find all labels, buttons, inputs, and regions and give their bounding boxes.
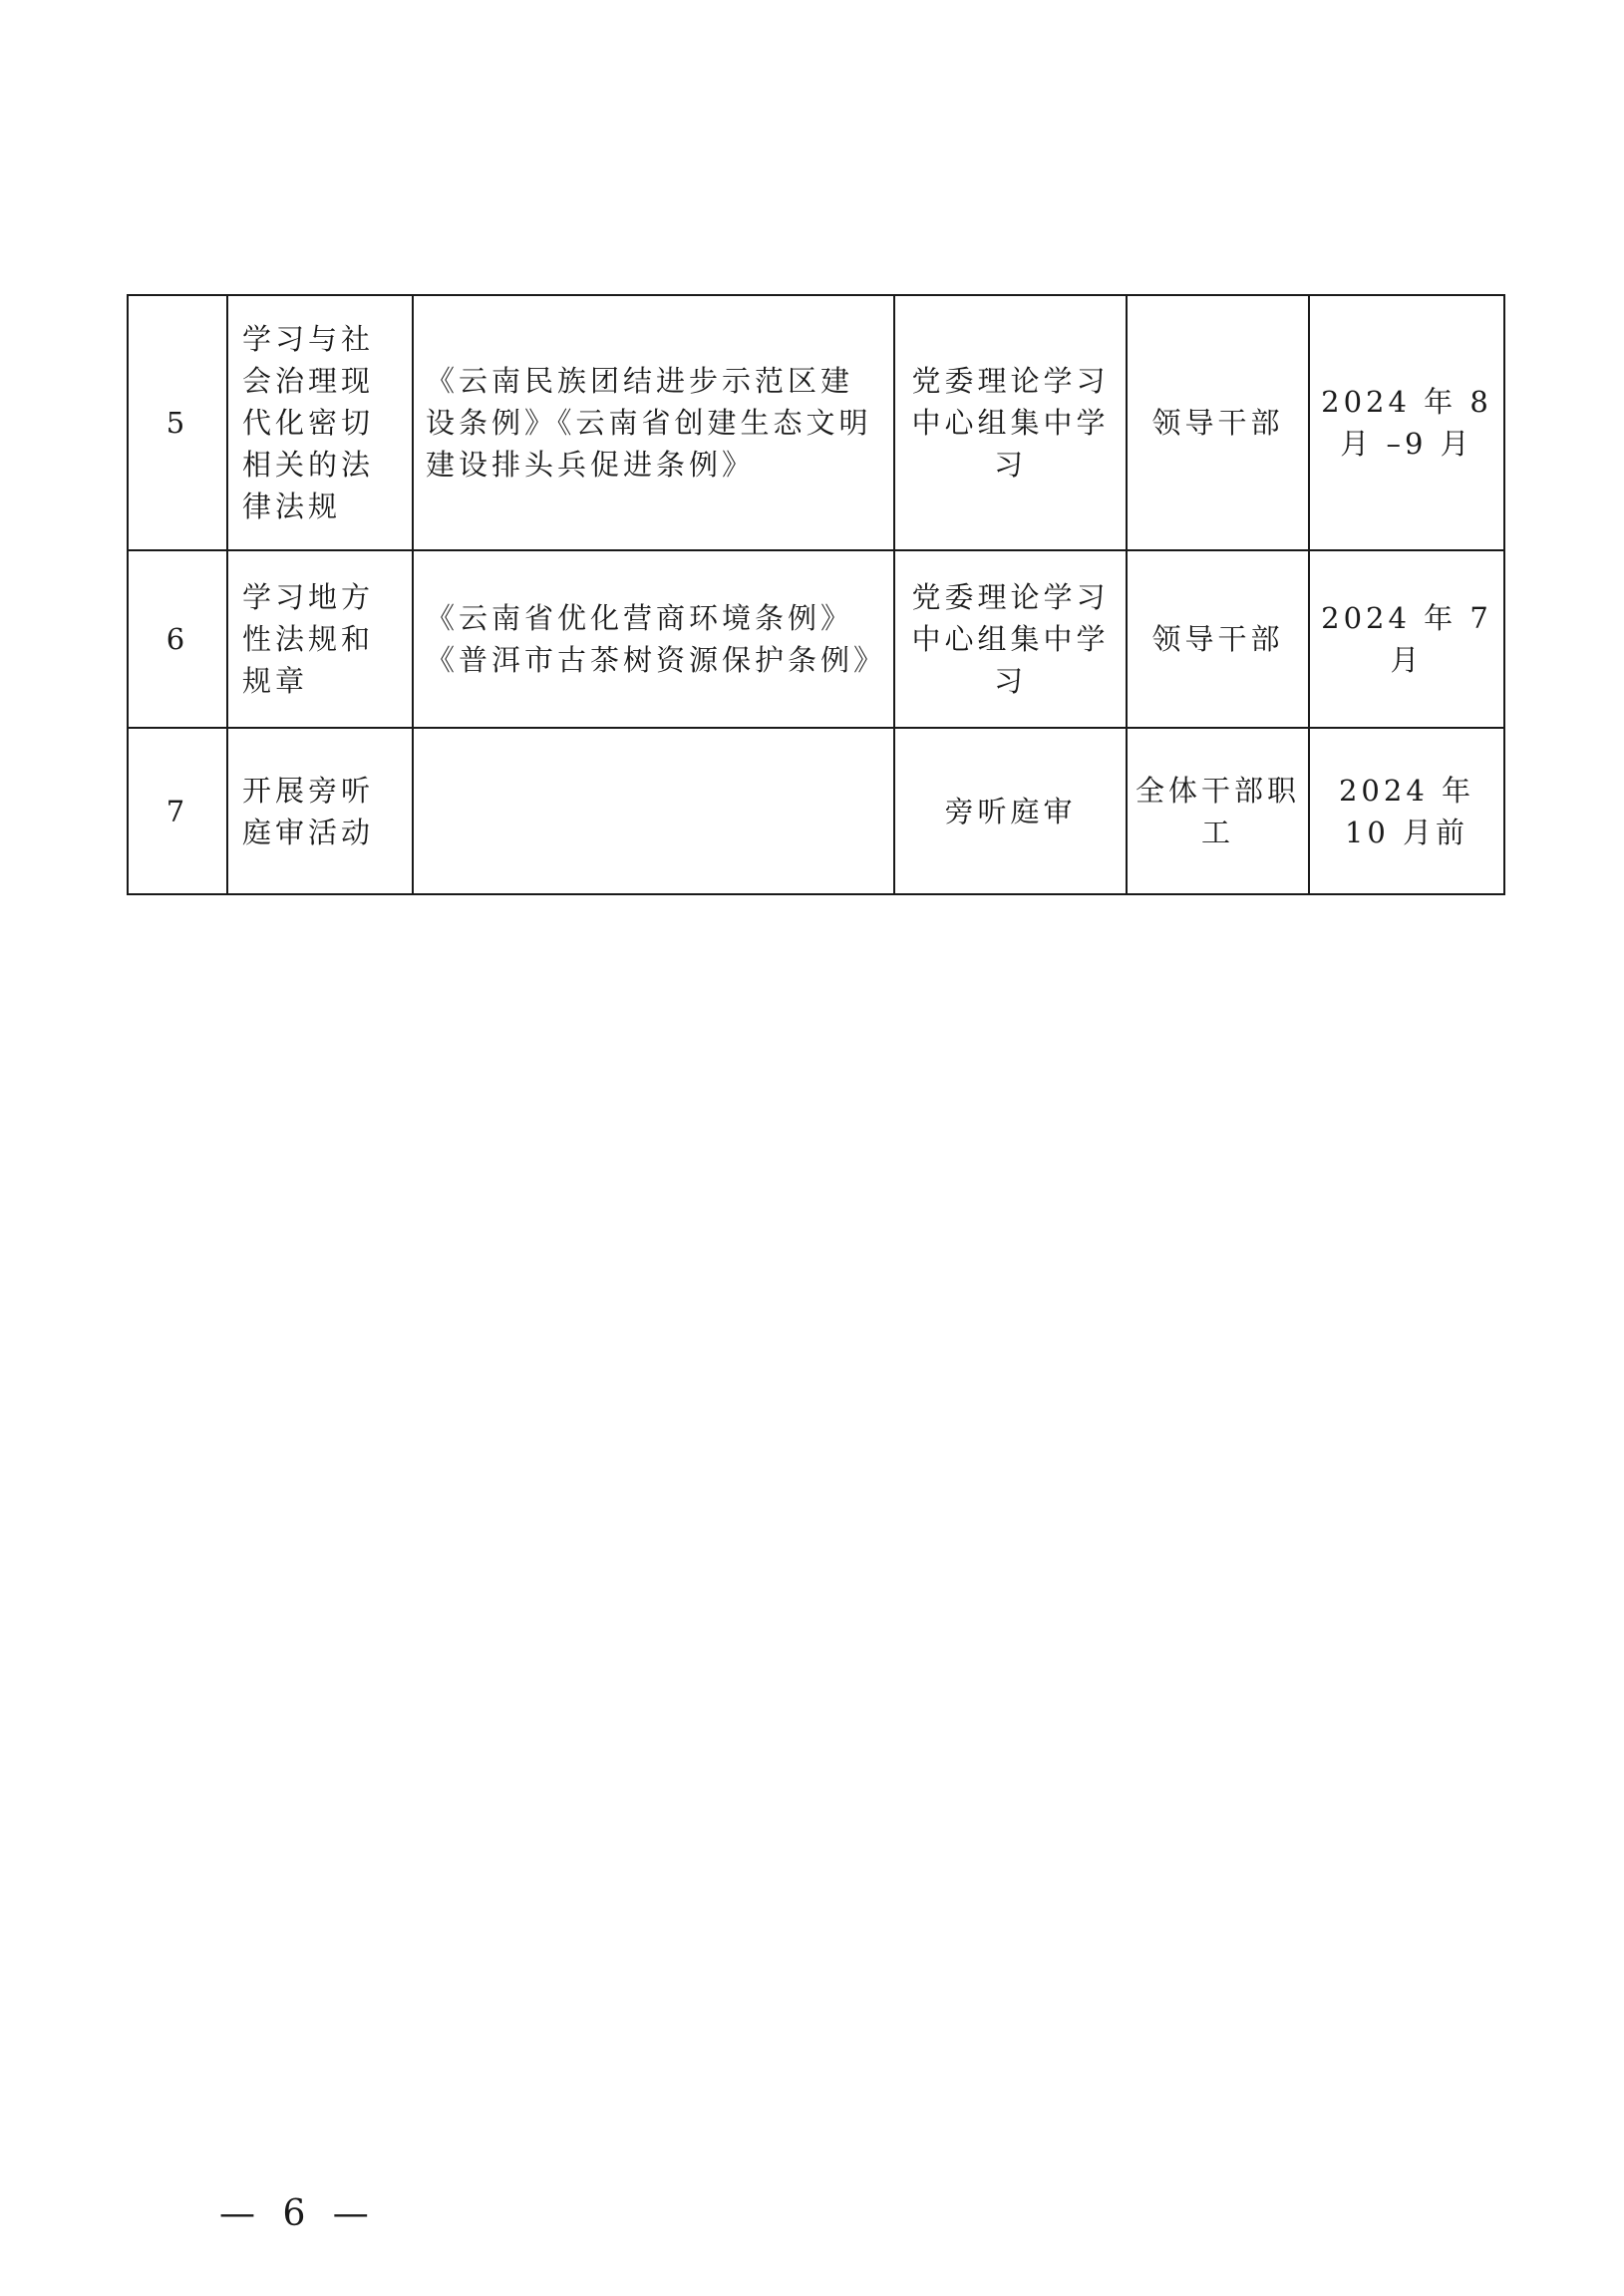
row-number: 6 xyxy=(128,550,227,728)
table-row xyxy=(128,728,1504,894)
study-target: 领导干部 xyxy=(1127,295,1309,550)
table-row xyxy=(128,295,1504,550)
row-number: 5 xyxy=(128,295,227,550)
study-content: 《云南省优化营商环境条例》《普洱市古茶树资源保护条例》 xyxy=(413,550,894,728)
study-target: 全体干部职工 xyxy=(1127,728,1309,894)
study-form: 党委理论学习中心组集中学习 xyxy=(894,550,1127,728)
study-target: 领导干部 xyxy=(1127,550,1309,728)
study-time: 2024 年 8 月 –9 月 xyxy=(1309,295,1504,550)
row-number: 7 xyxy=(128,728,227,894)
study-time: 2024 年 10 月前 xyxy=(1309,728,1504,894)
study-form: 旁听庭审 xyxy=(894,728,1127,894)
study-topic: 学习与社会治理现代化密切相关的法律法规 xyxy=(227,295,413,550)
study-topic: 学习地方性法规和规章 xyxy=(227,550,413,728)
study-content xyxy=(413,728,894,894)
study-plan-table xyxy=(127,294,1505,895)
study-form: 党委理论学习中心组集中学习 xyxy=(894,295,1127,550)
page-number: — 6 — xyxy=(219,2193,377,2234)
study-content: 《云南民族团结进步示范区建设条例》《云南省创建生态文明建设排头兵促进条例》 xyxy=(413,295,894,550)
study-topic: 开展旁听庭审活动 xyxy=(227,728,413,894)
study-time: 2024 年 7 月 xyxy=(1309,550,1504,728)
table-row xyxy=(128,550,1504,728)
